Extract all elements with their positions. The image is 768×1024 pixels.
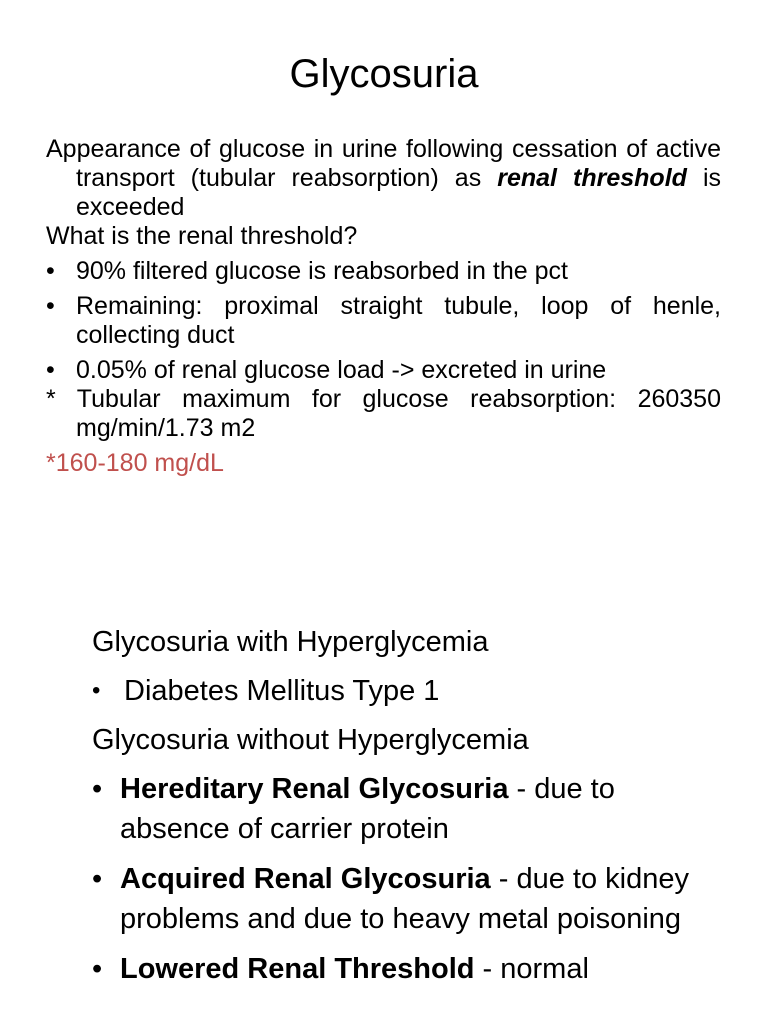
bullet-icon: • [92, 677, 101, 704]
bullet-item [46, 257, 721, 286]
list-item-text: - due to kidney problems and due to heavy metal poisoning [120, 863, 689, 935]
list-item [92, 949, 732, 989]
heading-with-hyperglycemia: Glycosuria with Hyperglycemia [92, 626, 489, 658]
bullet-icon: • [46, 257, 55, 285]
list-item [92, 859, 732, 939]
list-item-text: - due to absence of carrier protein [120, 773, 615, 845]
list-item-text: - normal [474, 953, 589, 985]
list-item [92, 769, 732, 849]
bullet-icon: • [46, 356, 55, 384]
list-item-bold: Acquired Renal Glycosuria [120, 863, 491, 895]
definition-text [46, 135, 721, 222]
bullet-icon: • [92, 773, 103, 805]
list-item-bold: Lowered Renal Threshold [120, 953, 475, 985]
heading-without-hyperglycemia: Glycosuria without Hyperglycemia [92, 724, 529, 756]
bullet-text: 90% filtered glucose is reabsorbed in the pct [76, 257, 568, 285]
list-item-text: Diabetes Mellitus Type 1 [124, 675, 440, 707]
slide2-body [92, 622, 732, 989]
slide-title: Glycosuria [289, 52, 479, 96]
definition-part1: Appearance of glucose in urine following cessation of active transport (tubular reabsorption) as [46, 135, 721, 192]
definition-emphasis: renal threshold [497, 164, 687, 192]
bullet-icon: • [92, 953, 103, 985]
star-note: * Tubular maximum for glucose reabsorption: 260350 mg/min/1.73 m2 [46, 385, 721, 442]
bullet-text: 0.05% of renal glucose load -> excreted in urine [76, 356, 607, 384]
red-note: *160-180 mg/dL [46, 449, 224, 477]
list-item-bold: Hereditary Renal Glycosuria [120, 773, 509, 805]
bullet-item [46, 356, 721, 385]
definition-part2: is exceeded [76, 164, 722, 221]
bullet-item [46, 292, 721, 350]
list-item [92, 671, 732, 711]
bullet-icon: • [92, 863, 103, 895]
bullet-text: Remaining: proximal straight tubule, loop of henle, collecting duct [76, 292, 721, 349]
bullet-icon: • [46, 292, 55, 320]
slide1-body [46, 135, 721, 478]
question-text: What is the renal threshold? [46, 222, 358, 250]
